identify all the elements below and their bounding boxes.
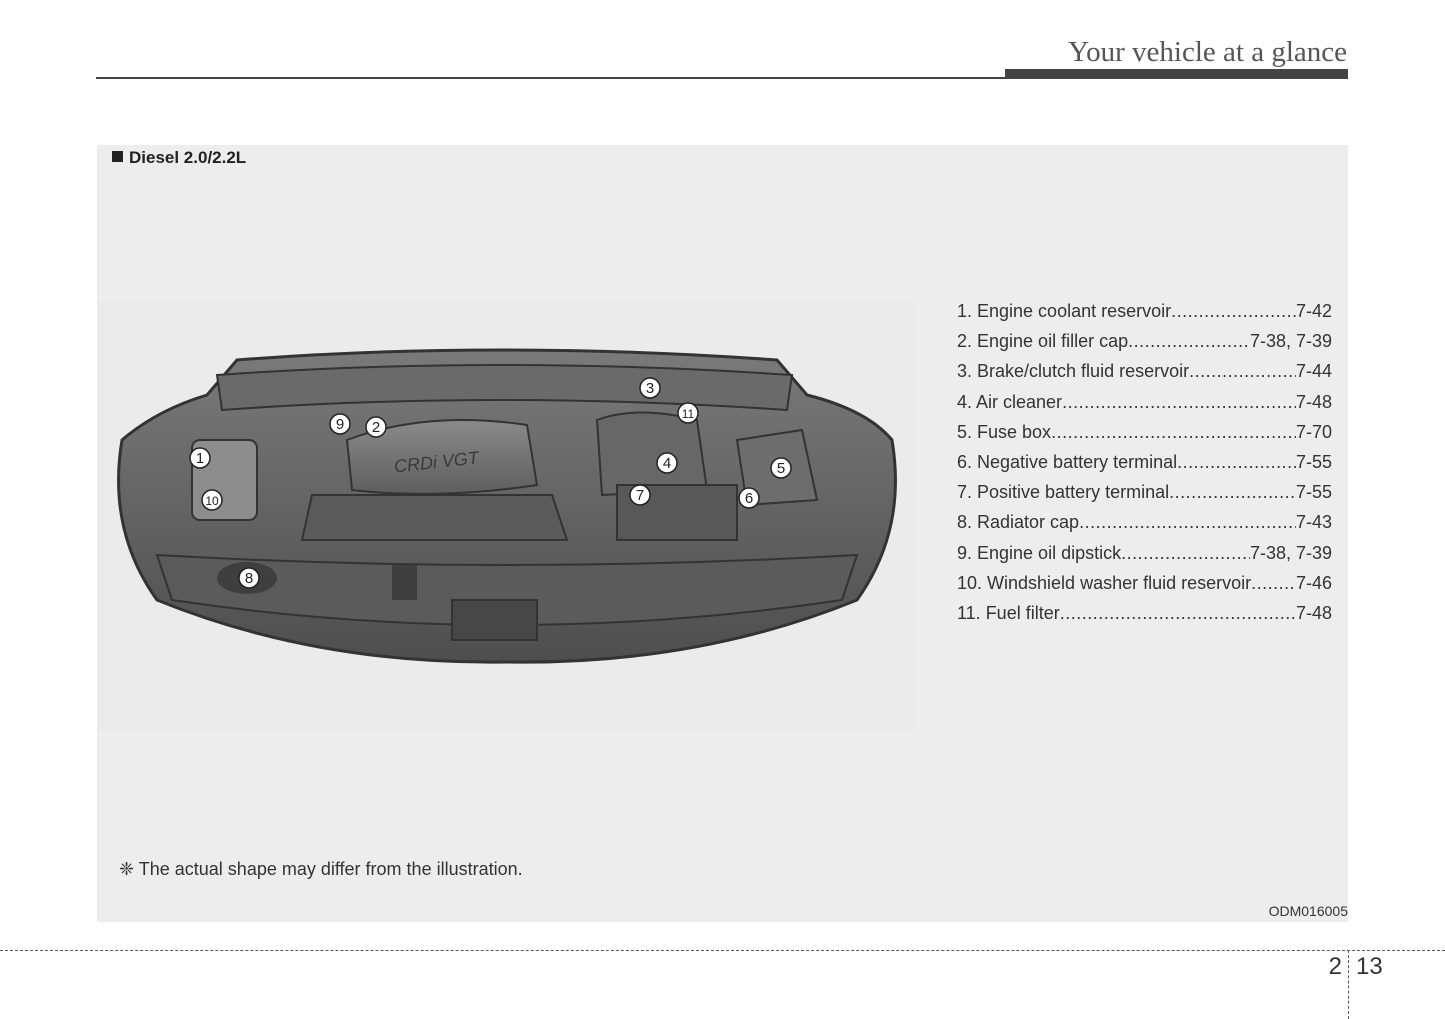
part-page-ref: 7-44 [1295,361,1332,382]
callout-8 [239,568,259,588]
part-name: 10. Windshield washer fluid reservoir [957,572,1252,593]
parts-list-item [957,417,1332,447]
header-rule [96,77,1006,79]
parts-list [957,296,1332,628]
callout-label: 1 [195,450,205,467]
part-name: 8. Radiator cap [957,512,1080,533]
part-page-ref: 7-48 [1295,603,1332,624]
part-page-ref: 7-55 [1295,452,1332,473]
part-page-ref: 7-55 [1295,482,1332,503]
air-cleaner [597,413,707,496]
hood-latch [452,600,537,640]
dot-leader [1060,598,1296,628]
part-name: 4. Air cleaner [957,391,1063,412]
engine-bay-drawing [97,300,915,732]
latch-mount [392,565,417,600]
callout-9 [330,414,350,434]
callout-label: 5 [776,460,786,477]
part-page-ref: 7-46 [1295,572,1332,593]
parts-list-item [957,598,1332,628]
chapter-number: 2 [1328,953,1342,980]
part-name: 1. Engine coolant reservoir [957,301,1172,321]
callout-2 [366,417,386,437]
parts-list-item [957,356,1332,386]
dot-leader [1189,356,1296,386]
part-name: 6. Negative battery terminal [957,452,1178,473]
figure-code: ODM016005 [1268,903,1348,919]
header-bar [1005,69,1348,79]
part-name: 9. Engine oil dipstick [957,542,1122,563]
callout-label: 6 [744,490,754,507]
footer-dashed-divider [1348,950,1349,1019]
part-page-ref: 7-43 [1295,512,1332,533]
part-name: 2. Engine oil filler cap [957,331,1129,352]
callout-label: 7 [635,487,645,504]
engine-compartment-illustration [97,300,915,732]
callout-11 [678,403,698,423]
part-name: 5. Fuse box [957,421,1052,442]
part-page-ref: 7-38, 7-39 [1249,331,1332,352]
part-page-ref: 7-48 [1295,391,1332,412]
callout-label: 8 [244,570,254,587]
dot-leader [1128,326,1250,356]
parts-list-item [957,538,1332,568]
part-page-ref: 7-42 [1295,301,1332,321]
page-number: 13 [1356,953,1383,980]
dot-leader [1169,477,1296,507]
callout-6 [739,488,759,508]
engine-block [302,495,567,540]
callout-label: 10 [205,494,219,508]
part-name: 11. Fuel filter [957,603,1060,624]
dot-leader [1051,417,1296,447]
dot-leader [1171,296,1296,326]
parts-list-item [957,326,1332,356]
dot-leader [1079,507,1296,537]
callout-label: 11 [681,407,695,421]
part-name: 3. Brake/clutch fluid reservoir [957,361,1190,382]
callout-5 [771,458,791,478]
callout-3 [640,378,660,398]
callout-label: 3 [645,380,655,397]
parts-list-item [957,568,1332,598]
parts-list-item [957,507,1332,537]
callout-label: 9 [335,416,345,433]
dot-leader [1177,447,1296,477]
part-page-ref: 7-38, 7-39 [1249,542,1332,563]
part-name: 7. Positive battery terminal [957,482,1170,503]
callout-1 [190,448,210,468]
footer-dashed-rule [0,950,1445,951]
parts-list-item [957,477,1332,507]
part-page-ref: 7-70 [1295,421,1332,442]
callout-10 [202,490,222,510]
callout-label: 4 [662,455,672,472]
section-label [112,148,246,168]
callout-7 [630,485,650,505]
page-header-title: Your vehicle at a glance [1068,36,1347,68]
engine-cover-text: CRDi VGT [393,447,480,477]
dot-leader [1121,538,1250,568]
parts-list-item [957,447,1332,477]
square-bullet-icon [112,151,123,162]
parts-list-item [957,296,1332,326]
section-label-text: Diesel 2.0/2.2L [129,148,247,167]
parts-list-item [957,387,1332,417]
callout-label: 2 [371,419,381,436]
dot-leader [1062,387,1296,417]
illustration-note: ❈ The actual shape may differ from the illustration. [119,859,523,879]
callout-4 [657,453,677,473]
dot-leader [1251,568,1296,598]
